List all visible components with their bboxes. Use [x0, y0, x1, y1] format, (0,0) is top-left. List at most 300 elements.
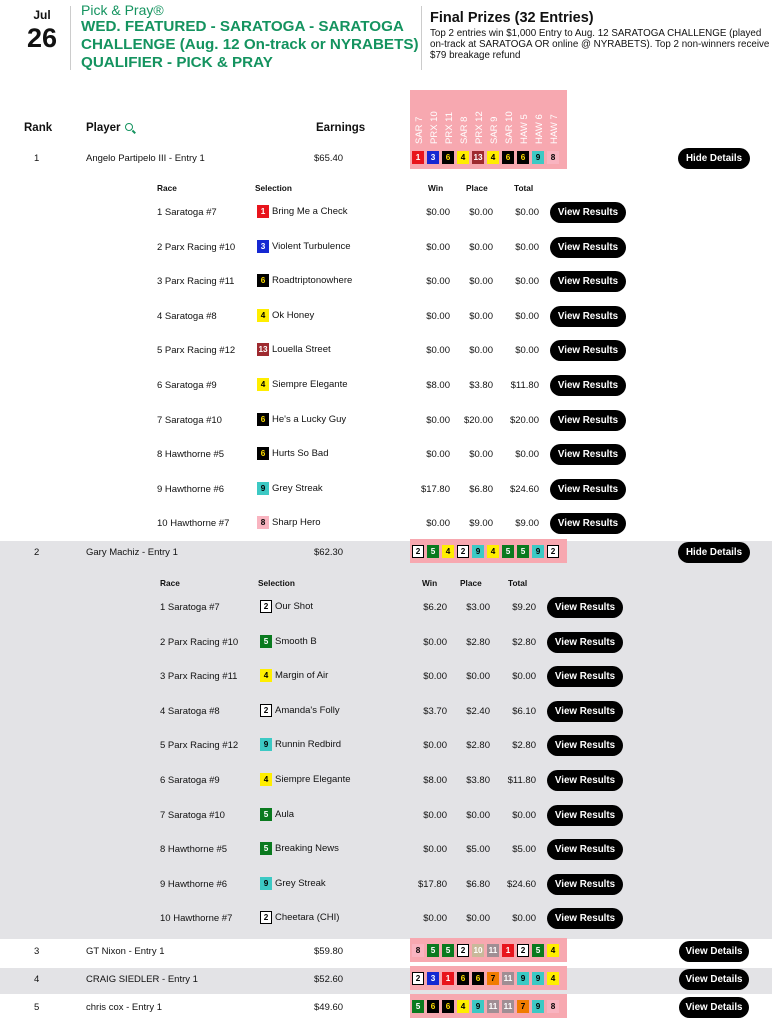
place-payout: $3.80 [466, 775, 490, 786]
saddle-cloth: 2 [260, 911, 272, 924]
pick-row [0, 913, 772, 933]
pick-selection [260, 600, 313, 613]
player-earnings: $52.60 [314, 974, 344, 985]
game-name: Pick & Pray® [81, 2, 164, 18]
prizes-info [430, 10, 770, 61]
player-rank: 1 [34, 153, 40, 164]
total-payout: $11.80 [510, 380, 539, 391]
pick-selection [257, 482, 323, 495]
saddle-cloth: 4 [442, 545, 454, 558]
pick-selection [257, 516, 321, 529]
pick-row [0, 671, 772, 691]
pick-selection [257, 447, 329, 460]
horse-name: Sharp Hero [272, 517, 321, 529]
race-header-label: HAW 6 [534, 114, 545, 144]
race-header-label: HAW 5 [519, 114, 530, 144]
pick-race: 3 Parx Racing #11 [160, 671, 238, 683]
race-header [517, 90, 532, 146]
player-rank: 5 [34, 1002, 40, 1013]
player-earnings: $65.40 [314, 153, 344, 164]
win-payout: $0.00 [426, 241, 450, 253]
race-header [442, 90, 457, 146]
pick-selection [260, 842, 339, 855]
pick-row [0, 740, 772, 760]
pick-race: 3 Parx Racing #11 [157, 276, 235, 288]
win-payout: $0.00 [423, 844, 447, 856]
saddle-cloth: 13 [473, 152, 483, 162]
race-header-label: SAR 10 [504, 111, 515, 144]
horse-name: Grey Streak [275, 877, 326, 889]
horse-name: Hurts So Bad [272, 448, 329, 460]
pick-selection [257, 274, 352, 287]
horse-name: He's a Lucky Guy [272, 413, 347, 425]
place-payout: $0.00 [469, 345, 493, 357]
saddle-cloth: 6 [442, 151, 454, 164]
saddle-cloth: 5 [260, 808, 272, 821]
saddle-cloth: 4 [547, 972, 559, 985]
saddle-cloth: 4 [487, 545, 499, 558]
horse-name: Louella Street [272, 344, 331, 356]
total-column-header: Total [514, 183, 534, 193]
contest-heading [81, 2, 421, 72]
win-payout: $0.00 [426, 518, 450, 530]
race-header [487, 90, 502, 146]
total-payout: $0.00 [515, 276, 539, 288]
race-header [532, 90, 547, 146]
saddle-cloth: 2 [547, 545, 559, 558]
race-header [502, 90, 517, 146]
saddle-cloth: 9 [532, 1000, 544, 1013]
selection-column-header: Selection [258, 578, 295, 588]
pick-selection [257, 309, 314, 322]
horse-name: Roadtriptonowhere [272, 275, 353, 287]
search-icon[interactable] [125, 123, 133, 131]
leaderboard-row[interactable] [0, 544, 772, 568]
pick-selection [260, 911, 339, 924]
saddle-cloth: 2 [412, 972, 424, 985]
horse-name: Violent Turbulence [272, 240, 351, 252]
race-header-label: SAR 7 [414, 116, 425, 144]
saddle-cloth: 2 [517, 944, 529, 957]
total-payout: $9.20 [512, 602, 536, 613]
race-header [427, 90, 442, 146]
pick-race: 7 Saratoga #10 [157, 414, 222, 426]
view-results-button[interactable]: View Results [547, 908, 623, 929]
pick-race: 7 Saratoga #10 [160, 809, 225, 821]
pick-race: 2 Parx Racing #10 [160, 636, 239, 648]
view-results-button[interactable]: View Results [550, 306, 626, 327]
player-rank: 3 [34, 946, 40, 957]
view-results-button[interactable]: View Results [550, 202, 626, 223]
prizes-title: Final Prizes (32 Entries) [430, 10, 594, 26]
pick-row [0, 415, 772, 435]
total-payout: $2.80 [512, 740, 536, 752]
saddle-cloth: 1 [442, 972, 454, 985]
saddle-cloth: 9 [532, 972, 544, 985]
place-payout: $2.80 [466, 740, 490, 752]
place-payout: $3.00 [466, 602, 490, 613]
race-header [457, 90, 472, 146]
saddle-cloth: 6 [472, 972, 484, 985]
pick-race: 4 Saratoga #8 [160, 705, 220, 717]
total-payout: $0.00 [515, 241, 539, 253]
place-column-header: Place [466, 183, 488, 193]
saddle-cloth: 11 [488, 1001, 498, 1011]
horse-name: Amanda's Folly [275, 704, 340, 716]
place-payout: $0.00 [469, 449, 493, 461]
horse-name: Margin of Air [275, 670, 329, 682]
pick-row [0, 345, 772, 365]
view-results-button[interactable]: View Results [550, 410, 626, 431]
pick-race: 9 Hawthorne #6 [157, 483, 225, 495]
total-column-header: Total [508, 578, 528, 588]
pick-selection [260, 704, 340, 717]
pick-race: 6 Saratoga #9 [160, 775, 220, 786]
saddle-cloth: 4 [487, 151, 499, 164]
saddle-cloth: 7 [487, 972, 499, 985]
win-payout: $0.00 [423, 671, 447, 683]
saddle-cloth: 11 [503, 973, 513, 983]
place-payout: $0.00 [469, 276, 493, 288]
view-results-button[interactable]: View Results [547, 735, 623, 756]
hide-details-button[interactable]: Hide Details [678, 148, 750, 169]
saddle-cloth: 9 [260, 877, 272, 890]
place-payout: $20.00 [463, 414, 493, 426]
view-results-button[interactable]: View Results [550, 444, 626, 465]
saddle-cloth: 9 [260, 738, 272, 751]
pick-race: 9 Hawthorne #6 [160, 878, 228, 890]
pick-race: 10 Hawthorne #7 [157, 518, 230, 530]
win-payout: $0.00 [426, 414, 450, 426]
pick-selection [260, 635, 317, 648]
total-payout: $0.00 [515, 449, 539, 461]
race-header-label: PRX 10 [429, 111, 440, 144]
total-payout: $0.00 [515, 345, 539, 357]
win-payout: $0.00 [423, 809, 447, 821]
saddle-cloth: 8 [412, 944, 424, 957]
date-day: 26 [26, 23, 58, 53]
race-column-header: Race [157, 183, 177, 193]
saddle-cloth: 9 [517, 972, 529, 985]
date-month: Jul [33, 8, 51, 22]
horse-name: Breaking News [275, 843, 339, 855]
total-payout: $0.00 [512, 809, 536, 821]
place-payout: $0.00 [469, 207, 493, 218]
saddle-cloth: 9 [472, 545, 484, 558]
race-header-label: SAR 9 [489, 116, 500, 144]
view-results-button[interactable]: View Results [547, 632, 623, 653]
total-payout: $0.00 [512, 671, 536, 683]
place-payout: $0.00 [469, 310, 493, 322]
place-payout: $3.80 [469, 380, 493, 391]
player-earnings: $49.60 [314, 1002, 344, 1013]
saddle-cloth: 9 [257, 482, 269, 495]
pick-row [0, 449, 772, 469]
leaderboard-row[interactable] [0, 999, 772, 1023]
place-payout: $0.00 [469, 241, 493, 253]
saddle-cloth: 9 [472, 1000, 484, 1013]
win-payout: $0.00 [426, 207, 450, 218]
pick-row [0, 242, 772, 262]
rank-header: Rank [24, 122, 53, 134]
win-payout: $0.00 [423, 636, 447, 648]
horse-name: Our Shot [275, 601, 314, 612]
prizes-description: Top 2 entries win $1,000 Entry to Aug. 12 SARATOGA CHALLENGE (played on-track at SARATOGA OR online @ NYRABETS). Top 2 non-winners receive $79 breakage refund [430, 28, 770, 61]
saddle-cloth: 1 [502, 944, 514, 957]
horse-name: Bring Me a Check [272, 206, 348, 217]
race-header [412, 90, 427, 146]
win-payout: $8.00 [423, 775, 447, 786]
saddle-cloth: 6 [457, 972, 469, 985]
saddle-cloth: 5 [260, 842, 272, 855]
pick-row [0, 276, 772, 296]
leaderboard-row[interactable] [0, 971, 772, 995]
race-header-label: PRX 11 [444, 111, 455, 144]
total-payout: $0.00 [515, 207, 539, 218]
pick-row [0, 706, 772, 726]
view-results-button[interactable]: View Results [550, 340, 626, 361]
player-name: Angelo Partipelo III - Entry 1 [86, 153, 205, 164]
place-payout: $2.80 [466, 636, 490, 648]
horse-name: Ok Honey [272, 309, 315, 321]
player-rank: 4 [34, 974, 40, 985]
leaderboard-row[interactable] [0, 150, 772, 174]
race-column-header: Race [160, 578, 180, 588]
win-payout: $6.20 [423, 602, 447, 613]
pick-row [0, 484, 772, 504]
saddle-cloth: 5 [502, 545, 514, 558]
selection-chips [410, 994, 567, 1018]
horse-name: Cheetara (CHI) [275, 912, 340, 924]
race-header-label: PRX 12 [474, 111, 485, 144]
pick-race: 6 Saratoga #9 [157, 380, 217, 391]
player-header[interactable] [86, 122, 133, 134]
saddle-cloth: 2 [260, 704, 272, 717]
race-header-label: SAR 8 [459, 116, 470, 144]
pick-race: 1 Saratoga #7 [160, 602, 220, 613]
total-payout: $9.00 [515, 518, 539, 530]
saddle-cloth: 4 [257, 378, 269, 391]
view-results-button[interactable]: View Results [550, 479, 626, 500]
saddle-cloth: 9 [532, 545, 544, 558]
pick-selection [257, 205, 348, 218]
win-payout: $0.00 [423, 740, 447, 752]
pick-row [0, 311, 772, 331]
saddle-cloth: 4 [257, 309, 269, 322]
saddle-cloth: 13 [258, 345, 268, 355]
place-payout: $2.40 [466, 705, 490, 717]
saddle-cloth: 2 [412, 545, 424, 558]
view-results-button[interactable]: View Results [547, 701, 623, 722]
total-payout: $0.00 [512, 913, 536, 925]
place-payout: $6.80 [469, 483, 493, 495]
horse-name: Smooth B [275, 635, 317, 647]
total-payout: $11.80 [507, 775, 536, 786]
pick-selection [260, 877, 326, 890]
saddle-cloth: 5 [427, 944, 439, 957]
view-results-button[interactable]: View Results [550, 375, 626, 396]
selection-chips [410, 966, 567, 990]
pick-race: 5 Parx Racing #12 [157, 345, 236, 357]
place-payout: $9.00 [469, 518, 493, 530]
saddle-cloth: 5 [412, 1000, 424, 1013]
saddle-cloth: 3 [257, 240, 269, 253]
saddle-cloth: 8 [257, 516, 269, 529]
horse-name: Aula [275, 808, 295, 820]
saddle-cloth: 6 [442, 1000, 454, 1013]
pick-selection [260, 738, 341, 751]
view-details-button[interactable]: View Details [679, 969, 749, 990]
total-payout: $6.10 [512, 705, 536, 717]
saddle-cloth: 4 [260, 773, 272, 786]
pick-row [0, 518, 772, 538]
saddle-cloth: 11 [488, 945, 498, 955]
race-column-headers [410, 90, 567, 150]
place-payout: $6.80 [466, 878, 490, 890]
player-rank: 2 [34, 547, 40, 558]
saddle-cloth: 9 [532, 151, 544, 164]
total-payout: $20.00 [509, 414, 539, 426]
win-payout: $0.00 [426, 276, 450, 288]
view-results-button[interactable]: View Results [547, 597, 623, 618]
view-results-button[interactable]: View Results [547, 770, 623, 791]
saddle-cloth: 5 [442, 944, 454, 957]
contest-title: WED. FEATURED - SARATOGA - SARATOGA CHALLENGE (Aug. 12 On-track or NYRABETS) QUALIFIER - PICK & PRAY [81, 18, 419, 71]
saddle-cloth: 4 [260, 669, 272, 682]
view-results-button[interactable]: View Results [547, 805, 623, 826]
saddle-cloth: 3 [427, 972, 439, 985]
player-name: CRAIG SIEDLER - Entry 1 [86, 974, 198, 985]
win-payout: $0.00 [426, 449, 450, 461]
saddle-cloth: 6 [257, 413, 269, 426]
player-header-label: Player [86, 122, 121, 134]
saddle-cloth: 7 [517, 1000, 529, 1013]
saddle-cloth: 6 [257, 447, 269, 460]
saddle-cloth: 6 [427, 1000, 439, 1013]
pick-race: 8 Hawthorne #5 [160, 844, 228, 856]
saddle-cloth: 5 [427, 545, 439, 558]
view-results-button[interactable]: View Results [550, 271, 626, 292]
win-payout: $17.80 [420, 483, 450, 495]
saddle-cloth: 10 [473, 945, 483, 955]
race-header [547, 90, 562, 146]
pick-race: 8 Hawthorne #5 [157, 449, 225, 461]
player-name: chris cox - Entry 1 [86, 1002, 163, 1013]
selection-chips [410, 539, 567, 563]
race-header [472, 90, 487, 146]
saddle-cloth: 2 [457, 545, 469, 558]
player-earnings: $62.30 [314, 547, 344, 558]
saddle-cloth: 8 [547, 151, 559, 164]
pick-row [0, 207, 772, 227]
place-payout: $0.00 [466, 671, 490, 683]
saddle-cloth: 8 [547, 1000, 559, 1013]
player-name: GT Nixon - Entry 1 [86, 946, 165, 957]
place-payout: $0.00 [466, 913, 490, 925]
pick-row [0, 775, 772, 795]
divider [70, 6, 71, 70]
win-payout: $3.70 [423, 705, 447, 717]
pick-selection [257, 343, 331, 356]
total-payout: $24.60 [509, 483, 539, 495]
pick-race: 2 Parx Racing #10 [157, 241, 236, 253]
view-details-button[interactable]: View Details [679, 941, 749, 962]
leaderboard-row[interactable] [0, 943, 772, 967]
selection-column-header: Selection [255, 183, 292, 193]
pick-selection [260, 773, 351, 786]
win-payout: $0.00 [423, 913, 447, 925]
pick-row [0, 844, 772, 864]
pick-row [0, 602, 772, 622]
view-results-button[interactable]: View Results [547, 839, 623, 860]
saddle-cloth: 11 [503, 1001, 513, 1011]
pick-row [0, 879, 772, 899]
pick-row [0, 810, 772, 830]
saddle-cloth: 2 [260, 600, 272, 613]
saddle-cloth: 2 [457, 944, 469, 957]
saddle-cloth: 5 [260, 635, 272, 648]
win-column-header: Win [428, 183, 444, 193]
place-payout: $0.00 [466, 809, 490, 821]
pick-race: 10 Hawthorne #7 [160, 913, 233, 925]
view-results-button[interactable]: View Results [550, 237, 626, 258]
saddle-cloth: 4 [547, 944, 559, 957]
total-payout: $2.80 [512, 636, 536, 648]
selection-chips [410, 938, 567, 962]
total-payout: $24.60 [506, 878, 536, 890]
view-results-button[interactable]: View Results [547, 874, 623, 895]
total-payout: $5.00 [512, 844, 536, 856]
pick-row [0, 637, 772, 657]
saddle-cloth: 6 [502, 151, 514, 164]
pick-selection [257, 378, 348, 391]
place-column-header: Place [460, 578, 482, 588]
view-details-button[interactable]: View Details [679, 997, 749, 1018]
pick-selection [257, 240, 351, 253]
hide-details-button[interactable]: Hide Details [678, 542, 750, 563]
horse-name: Runnin Redbird [275, 739, 342, 751]
place-payout: $5.00 [466, 844, 490, 856]
horse-name: Siempre Elegante [272, 379, 348, 390]
pick-race: 4 Saratoga #8 [157, 310, 217, 322]
pick-race: 5 Parx Racing #12 [160, 740, 239, 752]
race-header-label: HAW 7 [549, 114, 560, 144]
horse-name: Grey Streak [272, 482, 323, 494]
horse-name: Siempre Elegante [275, 774, 351, 785]
earnings-header: Earnings [316, 122, 366, 134]
view-results-button[interactable]: View Results [547, 666, 623, 687]
saddle-cloth: 4 [457, 1000, 469, 1013]
saddle-cloth: 1 [257, 205, 269, 218]
win-payout: $0.00 [426, 345, 450, 357]
win-column-header: Win [422, 578, 438, 588]
pick-selection [260, 669, 328, 682]
win-payout: $0.00 [426, 310, 450, 322]
pick-selection [260, 808, 294, 821]
win-payout: $8.00 [426, 380, 450, 391]
saddle-cloth: 5 [532, 944, 544, 957]
player-name: Gary Machiz - Entry 1 [86, 547, 178, 558]
saddle-cloth: 5 [517, 545, 529, 558]
pick-row [0, 380, 772, 400]
view-results-button[interactable]: View Results [550, 513, 626, 534]
saddle-cloth: 6 [517, 151, 529, 164]
divider [421, 6, 422, 70]
saddle-cloth: 4 [457, 151, 469, 164]
saddle-cloth: 6 [257, 274, 269, 287]
saddle-cloth: 3 [427, 151, 439, 164]
pick-selection [257, 413, 346, 426]
